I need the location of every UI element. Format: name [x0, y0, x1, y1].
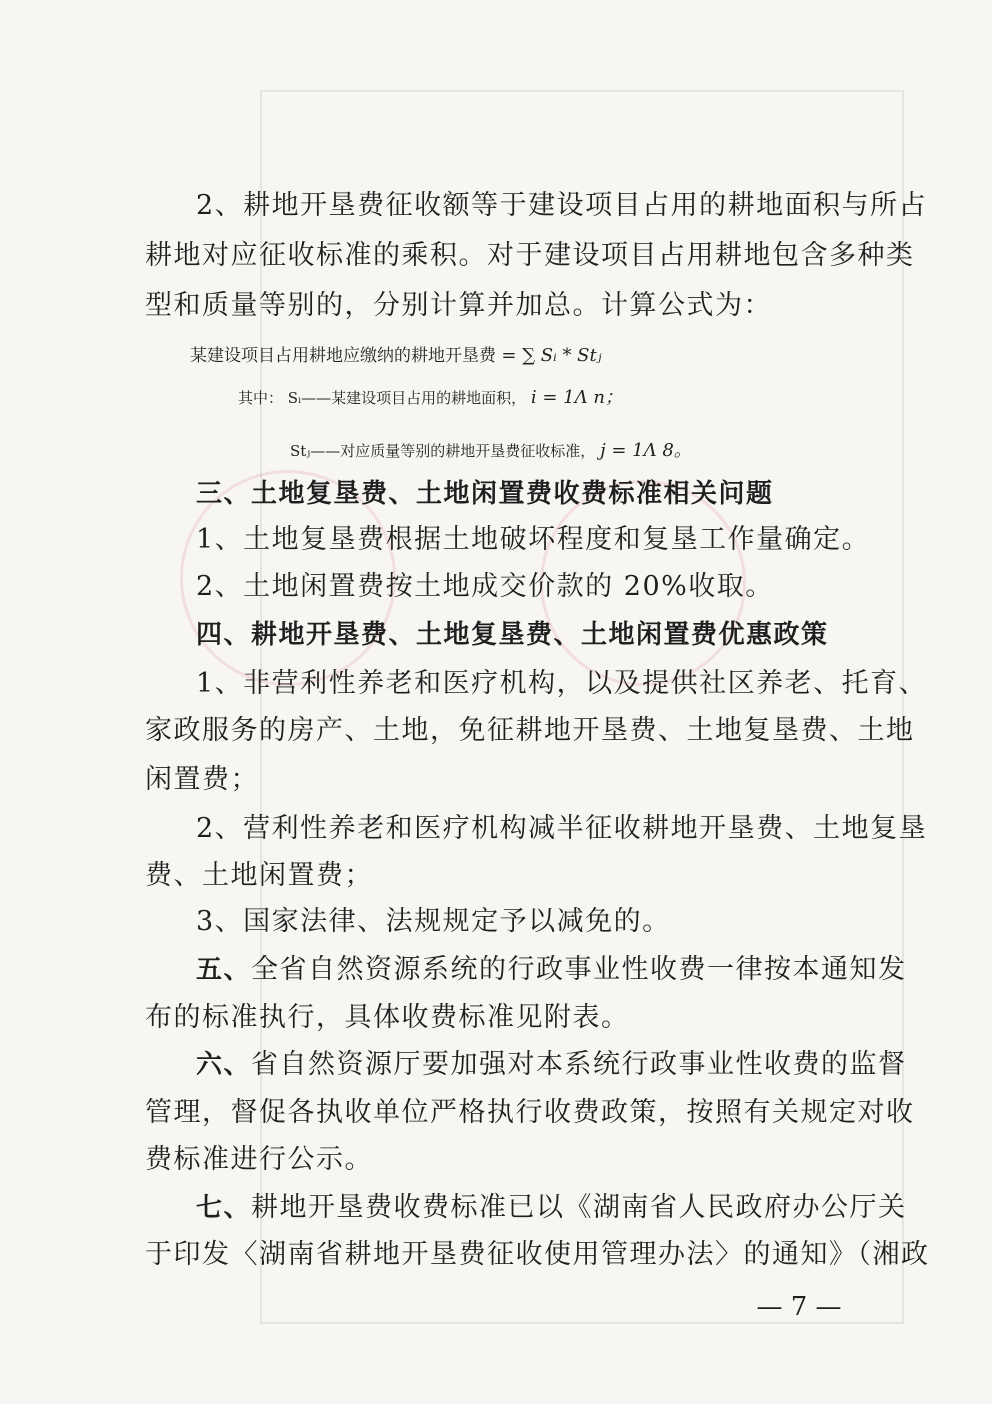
page-number: — 7 — [756, 1292, 842, 1322]
formula-main-prefix: 某建设项目占用耕地应缴纳的耕地开垦费 [190, 346, 496, 366]
paragraph-2-line-3: 型和质量等别的，分别计算并加总。计算公式为： [145, 290, 772, 321]
section-6-lead: 六、 [196, 1050, 252, 1080]
section-3-item-2: 2、土地闲置费按土地成交价款的 20%收取。 [196, 571, 774, 602]
formula-where-1-range: i = 1Λ n； [530, 387, 623, 408]
section-4-item-2-line-2: 费、土地闲置费； [145, 860, 373, 891]
section-3-item-1: 1、土地复垦费根据土地破坏程度和复垦工作量确定。 [196, 524, 871, 555]
section-4-item-1-line-3: 闲置费； [145, 764, 259, 795]
section-3-heading: 三、土地复垦费、土地闲置费收费标准相关问题 [196, 479, 774, 509]
section-5-line-1 [196, 952, 907, 988]
section-5-lead: 五、 [196, 955, 252, 985]
paragraph-2-line-2: 耕地对应征收标准的乘积。对于建设项目占用耕地包含多种类 [145, 240, 915, 271]
formula-where-prefix: 其中： [238, 389, 284, 407]
section-6-line-2: 管理，督促各执收单位严格执行收费政策，按照有关规定对收 [145, 1097, 915, 1128]
paragraph-2-line-1: 2、耕地开垦费征收额等于建设项目占用的耕地面积与所占 [196, 190, 928, 221]
section-6-line-3: 费标准进行公示。 [145, 1144, 373, 1175]
section-4-heading: 四、耕地开垦费、土地复垦费、土地闲置费优惠政策 [196, 620, 829, 650]
formula-where-1 [238, 386, 623, 410]
formula-where-2-range: j = 1Λ 8。 [600, 440, 692, 461]
section-4-item-2-line-1: 2、营利性养老和医疗机构减半征收耕地开垦费、土地复垦 [196, 813, 928, 844]
section-7-text: 耕地开垦费收费标准已以《湖南省人民政府办公厅关 [251, 1192, 907, 1223]
section-7-line-2: 于印发〈湖南省耕地开垦费征收使用管理办法〉的通知》（湘政 [145, 1239, 930, 1270]
section-4-item-1-line-1: 1、非营利性养老和医疗机构，以及提供社区养老、托育、 [196, 668, 928, 699]
section-4-item-3: 3、国家法律、法规规定予以减免的。 [196, 906, 671, 937]
formula-where-1-text: Sᵢ——某建设项目占用的耕地面积， [287, 389, 527, 407]
section-6-line-1 [196, 1047, 907, 1083]
section-4-item-1-line-2: 家政服务的房产、土地，免征耕地开垦费、土地复垦费、土地 [145, 715, 915, 746]
section-6-text: 省自然资源厅要加强对本系统行政事业性收费的监督 [251, 1049, 907, 1080]
section-7-line-1 [196, 1190, 907, 1226]
formula-where-2 [290, 439, 692, 463]
section-7-lead: 七、 [196, 1193, 252, 1223]
section-5-text: 全省自然资源系统的行政事业性收费一律按本通知发 [251, 954, 907, 985]
formula-main [190, 343, 602, 369]
formula-where-2-text: Stⱼ——对应质量等别的耕地开垦费征收标准， [290, 442, 596, 460]
section-5-line-2: 布的标准执行，具体收费标准见附表。 [145, 1002, 630, 1033]
formula-main-expression: = ∑ Sᵢ * Stⱼ [501, 345, 602, 366]
bleed-through-table [260, 90, 904, 1324]
